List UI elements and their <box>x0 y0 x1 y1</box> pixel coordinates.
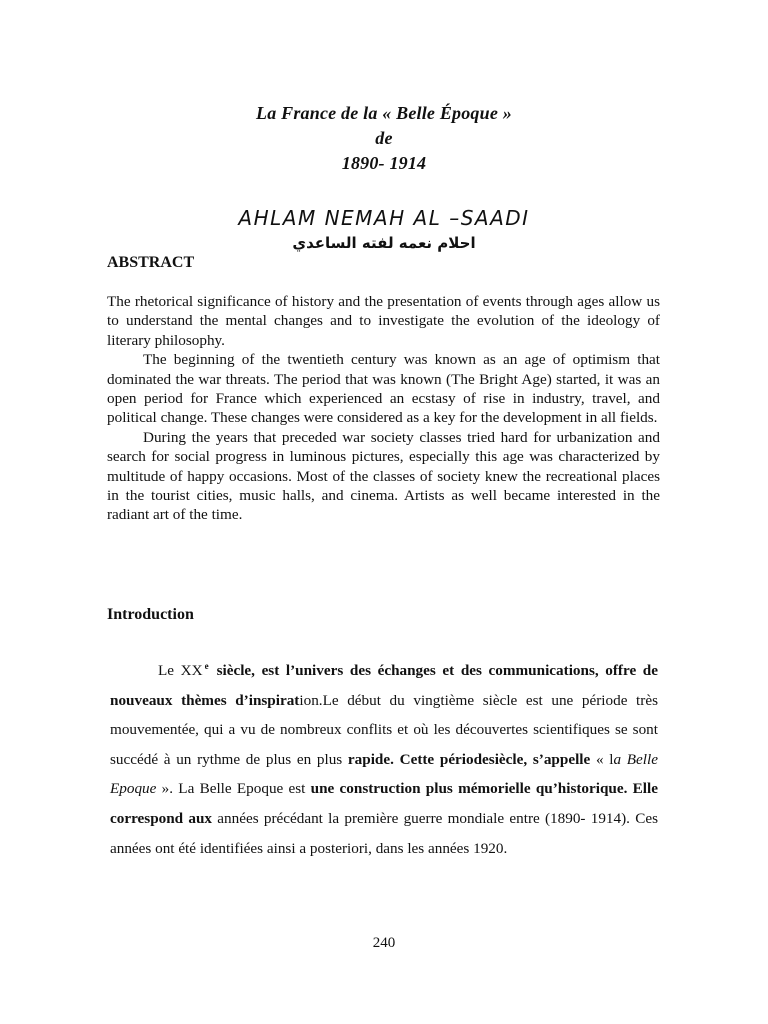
intro-text-1: Le XX <box>158 662 203 679</box>
intro-text-8: une construction plus mémorielle qu’historique. Elle correspond aux <box>110 780 658 827</box>
abstract-paragraph-3: During the years that preceded war society classes tried hard for urbanization and search for social progress in luminous pictures, especially this age was characterized by multitude of happy occasions. Most of the classes of society knew the recreational places in the tourist cities, music halls, and cinema. Artists as well became interested in the radiant art of the time. <box>107 428 660 524</box>
title-line-3: 1890- 1914 <box>341 153 427 173</box>
intro-text-5: « l <box>590 750 614 768</box>
article-title <box>0 101 768 176</box>
intro-text-9: années précédant la première guerre mondiale entre (1890- 1914). Ces années ont été identifiées ainsi a posteriori, dans les années 1920. <box>110 809 659 857</box>
intro-text-3: ion.Le début du vingtième siècle est une période très mouvementée, qui a vu de nombreux conflits et où les découvertes scientifiques se sont succédé à un rythme de plus en plus <box>110 691 658 768</box>
title-line-1: La France de la « Belle Époque » <box>256 103 512 123</box>
intro-text-4: rapide. Cette périodesiècle, s’appelle <box>347 750 591 768</box>
abstract-heading: ABSTRACT <box>107 254 195 271</box>
page-number: 240 <box>372 935 396 951</box>
author-name-arabic: احلام نعمه لفته الساعدي <box>292 234 476 252</box>
introduction-paragraph <box>110 652 658 863</box>
introduction-heading: Introduction <box>107 606 194 623</box>
abstract-paragraph-1: The rhetorical significance of history and the presentation of events through ages allow us to understand the mental changes and to investigate the evolution of the ideology of literary philosophy. <box>107 293 660 349</box>
introduction-body <box>110 652 658 863</box>
intro-text-belle-epoque: a Belle Epoque <box>110 750 658 798</box>
intro-text-7: ». La Belle Epoque est <box>156 780 311 798</box>
title-line-2: de <box>375 128 393 148</box>
abstract-body <box>107 292 660 525</box>
century-superscript: e <box>204 661 209 671</box>
intro-text-2: siècle, est l’univers des échanges et des communications, offre de nouveaux thèmes d’inspirat <box>110 662 658 709</box>
author-name: AHLAM NEMAH AL –SAADI <box>238 206 530 230</box>
abstract-paragraph-2: The beginning of the twentieth century was known as an age of optimism that dominated the war threats. The period that was known (The Bright Age) started, it was an open period for France which experienced an ecstasy of rise in industry, travel, and political change. These changes were considered as a key for the development in all fields. <box>107 351 660 427</box>
